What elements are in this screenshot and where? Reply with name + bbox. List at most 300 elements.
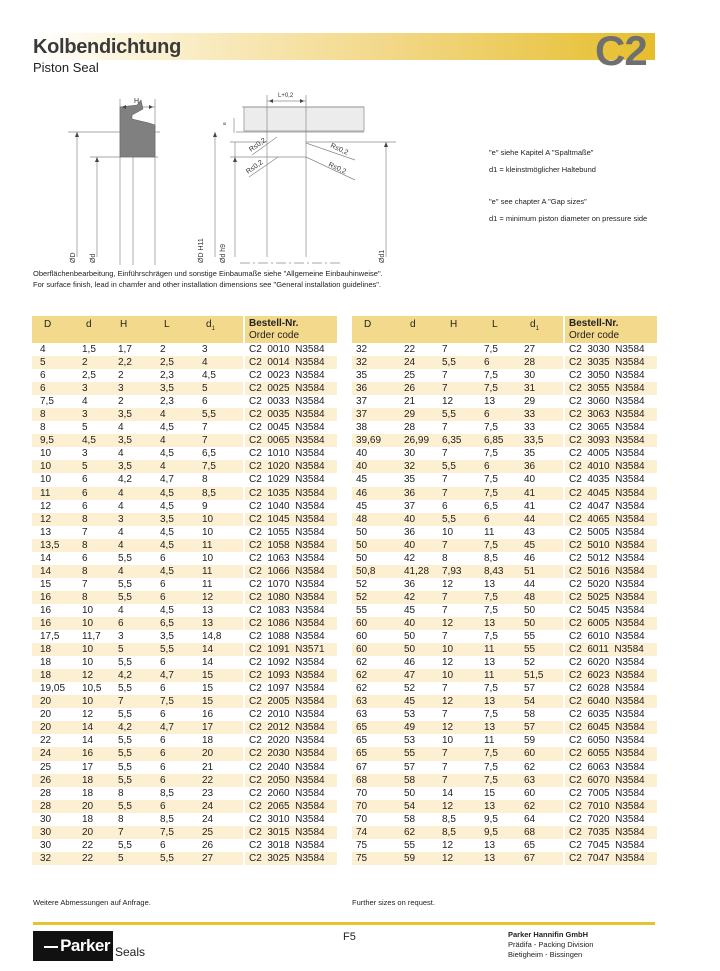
table-row xyxy=(352,500,657,513)
table-row xyxy=(352,356,657,369)
cell-L: 6 xyxy=(484,513,490,525)
footer-divider xyxy=(33,922,655,925)
cell-H: 7 xyxy=(442,774,448,786)
cell-L: 13 xyxy=(484,839,496,851)
cell-H: 7 xyxy=(442,761,448,773)
table-row xyxy=(32,643,337,656)
table-row xyxy=(32,382,337,395)
table-row xyxy=(352,591,657,604)
cell-D: 74 xyxy=(356,826,368,838)
table-row xyxy=(352,408,657,421)
cell-d1: 7 xyxy=(202,435,208,447)
cell-order-code: C2 0035 N3584 xyxy=(245,408,337,421)
cell-d1: 40 xyxy=(524,474,536,486)
cell-L: 11 xyxy=(484,526,495,538)
cell-d1: 15 xyxy=(202,683,214,695)
col-header-D: D xyxy=(364,319,372,330)
cell-H: 2 xyxy=(118,396,124,408)
cell-D: 20 xyxy=(40,709,52,721)
cell-D: 6 xyxy=(40,370,46,382)
cell-d: 10 xyxy=(82,696,94,708)
table-row xyxy=(352,513,657,526)
company-name: Parker Hannifin GmbH xyxy=(508,930,589,939)
cell-D: 24 xyxy=(40,748,52,760)
cell-L: 7,5 xyxy=(484,591,498,603)
cell-order-code: C2 2010 N3584 xyxy=(249,709,325,721)
cell-D: 52 xyxy=(356,591,368,603)
cell-H: 10 xyxy=(442,644,454,656)
cell-order-code: C2 6005 N3584 xyxy=(565,617,657,630)
cell-H: 7 xyxy=(442,344,448,355)
cell-order-code: C2 2020 N3584 xyxy=(249,735,325,747)
table-row xyxy=(352,526,657,539)
cell-H: 4 xyxy=(118,565,124,577)
cell-order-code: C2 0045 N3584 xyxy=(249,422,325,434)
cell-D: 67 xyxy=(356,761,368,773)
cell-L: 4,5 xyxy=(160,565,174,577)
cell-D: 14 xyxy=(40,552,52,564)
cell-H: 7 xyxy=(442,631,448,643)
cell-D: 30 xyxy=(40,839,52,851)
cell-H: 4,2 xyxy=(118,670,132,682)
cell-order-code: C2 6063 N3584 xyxy=(569,761,645,773)
cell-L: 7,5 xyxy=(484,709,498,721)
cell-D: 16 xyxy=(40,617,52,629)
cell-D: 10 xyxy=(40,448,52,460)
cell-D: 8 xyxy=(40,409,46,421)
cell-L: 5,5 xyxy=(160,852,174,864)
cell-order-code: C2 3050 N3584 xyxy=(569,370,645,382)
cell-L: 13 xyxy=(484,696,496,708)
cell-d: 2,5 xyxy=(82,370,96,382)
cell-order-code: C2 3010 N3584 xyxy=(249,813,325,825)
cell-H: 5,5 xyxy=(118,591,132,603)
cell-order-code: C2 4010 N3584 xyxy=(565,460,657,473)
cell-d: 10 xyxy=(82,644,94,656)
cell-order-code: C2 3093 N3584 xyxy=(565,434,657,447)
cell-H: 5,5 xyxy=(118,578,132,590)
cell-d1: 15 xyxy=(202,670,214,682)
table-row xyxy=(32,669,337,682)
col-header-H: H xyxy=(450,319,458,330)
cell-D: 35 xyxy=(356,370,368,382)
cell-L: 11 xyxy=(484,670,495,682)
cell-D: 37 xyxy=(356,409,368,421)
cell-order-code: C2 1083 N3584 xyxy=(249,604,325,616)
cell-d: 45 xyxy=(404,696,416,708)
cell-H: 3,5 xyxy=(118,409,132,421)
cell-H: 8 xyxy=(118,787,124,799)
cell-d1: 33 xyxy=(524,409,536,421)
table-row xyxy=(32,343,337,356)
cell-L: 6 xyxy=(160,800,166,812)
dimension-table-left xyxy=(32,316,337,865)
cell-d1: 26 xyxy=(202,839,214,851)
cell-D: 75 xyxy=(356,839,368,851)
cell-order-code: C2 6010 N3584 xyxy=(569,631,645,643)
table-row xyxy=(32,408,337,421)
table-row xyxy=(32,787,337,800)
cell-order-code: C2 2060 N3584 xyxy=(249,787,325,799)
cell-L: 11 xyxy=(484,644,495,656)
col-header-d1: $d_1$ xyxy=(530,319,539,332)
cell-d1: 46 xyxy=(524,552,536,564)
cell-d1: 16 xyxy=(202,709,214,721)
cell-order-code: C2 7020 N3584 xyxy=(569,813,645,825)
cell-order-code: C2 3065 N3584 xyxy=(569,422,645,434)
cell-H: 12 xyxy=(442,722,454,734)
cell-D: 46 xyxy=(356,487,368,499)
table-row xyxy=(32,356,337,369)
cell-H: 5,5 xyxy=(442,357,456,369)
cell-order-code: C2 1093 N3584 xyxy=(245,669,337,682)
cell-d: 49 xyxy=(404,722,416,734)
cell-H: 3 xyxy=(118,631,124,643)
cell-order-code: C2 3035 N3584 xyxy=(565,356,657,369)
parker-logo-mark: Parker xyxy=(33,931,113,961)
cell-d: 45 xyxy=(404,604,416,616)
cell-H: 5,5 xyxy=(118,774,132,786)
cell-H: 7 xyxy=(442,370,448,382)
cell-d1: 57 xyxy=(524,683,536,695)
table-row xyxy=(32,852,337,865)
table-row xyxy=(32,591,337,604)
cell-d: 8 xyxy=(82,513,88,525)
cell-H: 12 xyxy=(442,657,454,669)
cell-D: 8 xyxy=(40,422,46,434)
cell-L: 13 xyxy=(484,722,496,734)
cell-d1: 48 xyxy=(524,591,536,603)
table-row xyxy=(352,656,657,669)
cell-order-code: C2 5025 N3584 xyxy=(565,591,657,604)
cell-d: 50 xyxy=(404,787,416,799)
cell-order-code: C2 1058 N3584 xyxy=(245,539,337,552)
cell-D: 7,5 xyxy=(40,396,54,408)
cell-D: 70 xyxy=(356,813,368,825)
cell-d: 26,99 xyxy=(404,435,430,447)
table-row xyxy=(32,369,337,382)
cell-L: 7,5 xyxy=(484,683,498,695)
table-row xyxy=(32,539,337,552)
cell-d1: 54 xyxy=(524,696,536,708)
cell-L: 7,5 xyxy=(484,383,498,395)
table-header xyxy=(352,316,657,343)
cell-L: 7,5 xyxy=(484,344,498,355)
cell-order-code: C2 2030 N3584 xyxy=(245,747,337,760)
table-row xyxy=(352,839,657,852)
cell-d1: 11 xyxy=(202,565,213,577)
cell-D: 65 xyxy=(356,722,368,734)
cell-d1: 60 xyxy=(524,787,536,799)
cell-H: 7 xyxy=(118,696,124,708)
table-row xyxy=(352,630,657,643)
cell-order-code: C2 1040 N3584 xyxy=(249,500,325,512)
cell-L: 7,5 xyxy=(484,748,498,760)
cell-order-code: C2 6050 N3584 xyxy=(569,735,645,747)
svg-text:Ød h9: Ød h9 xyxy=(220,243,227,263)
cell-d: 12 xyxy=(82,709,94,721)
cell-H: 4 xyxy=(118,500,124,512)
cell-L: 3,5 xyxy=(160,631,174,643)
page-title: Kolbendichtung xyxy=(33,36,181,58)
cell-D: 18 xyxy=(40,670,52,682)
cell-d: 58 xyxy=(404,813,416,825)
cell-d1: 20 xyxy=(202,748,214,760)
cell-d: 46 xyxy=(404,657,416,669)
cell-L: 2,5 xyxy=(160,357,174,369)
cell-d1: 3 xyxy=(202,344,208,355)
cell-d: 3 xyxy=(82,409,88,421)
cell-d1: 10 xyxy=(202,552,214,564)
cell-d: 35 xyxy=(404,474,416,486)
cell-H: 12 xyxy=(442,396,454,408)
cell-d: 36 xyxy=(404,487,416,499)
cell-order-code: C2 7005 N3584 xyxy=(569,787,645,799)
cell-D: 32 xyxy=(356,357,368,369)
cell-d: 6 xyxy=(82,552,88,564)
cell-order-code: C2 1088 N3584 xyxy=(249,631,325,643)
cell-H: 8 xyxy=(442,552,448,564)
cell-order-code: C2 3055 N3584 xyxy=(565,382,657,395)
table-row xyxy=(352,578,657,591)
cell-H: 12 xyxy=(442,839,454,851)
cell-d1: 6,5 xyxy=(202,448,216,460)
cell-d: 30 xyxy=(404,448,416,460)
cell-d: 53 xyxy=(404,735,416,747)
cell-L: 3,5 xyxy=(160,513,174,525)
cell-order-code: C2 3015 N3584 xyxy=(245,826,337,839)
cell-d1: 57 xyxy=(524,722,536,734)
cell-order-code: C2 1091 N3571 xyxy=(245,643,337,656)
cell-order-code: C2 2012 N3584 xyxy=(245,721,337,734)
cell-L: 3,5 xyxy=(160,383,174,395)
cell-L: 7,5 xyxy=(484,604,498,616)
cell-order-code: C2 3025 N3584 xyxy=(245,852,337,865)
cell-d: 10 xyxy=(82,617,94,629)
cell-d1: 31 xyxy=(524,383,536,395)
table-row xyxy=(32,617,337,630)
cell-L: 6 xyxy=(160,591,166,603)
svg-text:Ød1: Ød1 xyxy=(379,249,386,263)
cell-D: 12 xyxy=(40,500,52,512)
cell-d1: 18 xyxy=(202,735,214,747)
cell-order-code: C2 1080 N3584 xyxy=(245,591,337,604)
cell-d: 24 xyxy=(404,357,416,369)
cell-D: 55 xyxy=(356,604,368,616)
cell-L: 13 xyxy=(484,617,496,629)
cell-L: 6 xyxy=(160,683,166,695)
cell-d: 5 xyxy=(82,461,88,473)
cell-order-code: C2 5016 N3584 xyxy=(565,565,657,578)
cell-d1: 59 xyxy=(524,735,536,747)
table-row xyxy=(352,539,657,552)
cell-L: 6 xyxy=(160,748,166,760)
svg-text:ØD: ØD xyxy=(70,252,77,263)
table-row xyxy=(352,434,657,447)
cell-H: 5,5 xyxy=(118,683,132,695)
cell-d: 12 xyxy=(82,670,94,682)
cell-L: 4,5 xyxy=(160,487,174,499)
cell-order-code: C2 6035 N3584 xyxy=(569,709,645,721)
table-row xyxy=(352,421,657,434)
table-row xyxy=(32,513,337,526)
cell-d: 54 xyxy=(404,800,416,812)
col-header-order-code: Bestell-Nr. Order code xyxy=(245,316,337,343)
cell-d1: 11 xyxy=(202,578,213,590)
cell-d1: 9 xyxy=(202,500,208,512)
cell-D: 17,5 xyxy=(40,631,60,643)
cell-d: 7 xyxy=(82,578,88,590)
table-row xyxy=(352,395,657,408)
cell-d: 2 xyxy=(82,357,88,369)
cell-L: 6 xyxy=(160,761,166,773)
cell-L: 8,5 xyxy=(160,787,174,799)
svg-text:R≤0,2: R≤0,2 xyxy=(245,159,265,176)
cell-order-code: C2 2065 N3584 xyxy=(245,800,337,813)
cell-order-code: C2 5045 N3584 xyxy=(569,604,645,616)
cell-d1: 7,5 xyxy=(202,461,216,473)
cell-D: 60 xyxy=(356,617,368,629)
cell-H: 14 xyxy=(442,787,454,799)
table-row xyxy=(32,421,337,434)
cell-H: 7 xyxy=(442,539,448,551)
cell-H: 4 xyxy=(118,487,124,499)
cell-D: 65 xyxy=(356,748,368,760)
cell-D: 13 xyxy=(40,526,52,538)
note-de-gap: "e" siehe Kapitel A "Spaltmaße" xyxy=(489,148,594,157)
cell-d1: 27 xyxy=(202,852,214,864)
cell-H: 7 xyxy=(442,383,448,395)
cell-d: 8 xyxy=(82,591,88,603)
table-row xyxy=(32,761,337,774)
table-row xyxy=(352,774,657,787)
cell-d1: 8,5 xyxy=(202,487,216,499)
table-row xyxy=(32,500,337,513)
cell-d: 3 xyxy=(82,383,88,395)
drawing-notes xyxy=(489,148,665,231)
cell-d: 6 xyxy=(82,474,88,486)
cell-L: 4,5 xyxy=(160,422,174,434)
further-sizes-en: Further sizes on request. xyxy=(352,898,435,907)
table-row xyxy=(32,721,337,734)
table-row xyxy=(352,604,657,617)
cell-d1: 24 xyxy=(202,800,214,812)
cell-d: 18 xyxy=(82,774,94,786)
cell-order-code: C2 0025 N3584 xyxy=(245,382,337,395)
cell-D: 52 xyxy=(356,578,368,590)
svg-text:R≤0,2: R≤0,2 xyxy=(329,142,350,157)
cell-order-code: C2 0065 N3584 xyxy=(245,434,337,447)
cell-order-code: C2 5005 N3584 xyxy=(569,526,645,538)
cell-D: 28 xyxy=(40,787,52,799)
cell-d: 50 xyxy=(404,644,416,656)
cell-d1: 22 xyxy=(202,774,214,786)
cell-D: 60 xyxy=(356,631,368,643)
cell-D: 20 xyxy=(40,696,52,708)
cell-order-code: C2 3063 N3584 xyxy=(565,408,657,421)
cell-d1: 29 xyxy=(524,396,536,408)
cell-L: 7,5 xyxy=(484,487,498,499)
cell-order-code: C2 1020 N3584 xyxy=(245,460,337,473)
cell-d1: 10 xyxy=(202,526,214,538)
cell-d: 5 xyxy=(82,422,88,434)
cell-order-code: C2 4065 N3584 xyxy=(565,513,657,526)
cell-H: 3 xyxy=(118,513,124,525)
col-header-L: L xyxy=(164,319,170,330)
cell-H: 5,5 xyxy=(118,761,132,773)
col-header-D: D xyxy=(44,319,52,330)
cell-d: 47 xyxy=(404,670,416,682)
table-row xyxy=(352,382,657,395)
cell-H: 2,2 xyxy=(118,357,132,369)
cell-D: 5 xyxy=(40,357,46,369)
cell-order-code: C2 4035 N3584 xyxy=(569,474,645,486)
table-row xyxy=(352,617,657,630)
cell-order-code: C2 7010 N3584 xyxy=(565,800,657,813)
cell-d: 1,5 xyxy=(82,344,96,355)
cell-L: 13 xyxy=(484,852,496,864)
table-row xyxy=(32,565,337,578)
table-row xyxy=(352,369,657,382)
cell-L: 13 xyxy=(484,657,496,669)
cell-order-code: C2 5012 N3584 xyxy=(569,552,645,564)
cell-D: 32 xyxy=(356,344,368,355)
cell-D: 40 xyxy=(356,448,368,460)
cell-D: 14 xyxy=(40,565,52,577)
cell-D: 11 xyxy=(40,487,51,499)
table-body xyxy=(32,343,337,865)
cell-d1: 36 xyxy=(524,461,536,473)
cell-d1: 64 xyxy=(524,813,536,825)
further-sizes-de: Weitere Abmessungen auf Anfrage. xyxy=(33,898,151,907)
cell-d1: 67 xyxy=(524,852,536,864)
table-row xyxy=(352,800,657,813)
cell-order-code: C2 3060 N3584 xyxy=(569,396,645,408)
cell-L: 13 xyxy=(484,578,496,590)
table-row xyxy=(32,774,337,787)
company-info xyxy=(508,930,593,960)
cell-H: 7 xyxy=(442,474,448,486)
cell-H: 4 xyxy=(118,526,124,538)
cell-order-code: C2 6040 N3584 xyxy=(565,695,657,708)
cell-L: 6 xyxy=(160,774,166,786)
cell-d: 8 xyxy=(82,539,88,551)
cell-d: 57 xyxy=(404,761,416,773)
cell-H: 12 xyxy=(442,696,454,708)
cell-L: 4,5 xyxy=(160,604,174,616)
installation-note-en: For surface finish, lead in chamfer and other installation dimensions see "General installation guidelines". xyxy=(33,279,382,289)
cell-order-code: C2 1070 N3584 xyxy=(249,578,325,590)
parker-logo-suffix: Seals xyxy=(115,945,146,959)
cell-d1: 17 xyxy=(202,722,214,734)
cell-d1: 65 xyxy=(524,839,536,851)
cell-L: 6 xyxy=(484,461,490,473)
cell-order-code: C2 7045 N3584 xyxy=(569,839,645,851)
cell-D: 50 xyxy=(356,552,368,564)
cell-d: 14 xyxy=(82,722,94,734)
cell-order-code: C2 4045 N3584 xyxy=(565,487,657,500)
cell-L: 11 xyxy=(484,735,495,747)
table-header xyxy=(32,316,337,343)
cell-d1: 15 xyxy=(202,696,214,708)
cell-d1: 21 xyxy=(202,761,214,773)
cell-L: 4,7 xyxy=(160,722,174,734)
cell-d1: 58 xyxy=(524,709,536,721)
cell-order-code: C2 0010 N3584 xyxy=(249,344,325,355)
table-row xyxy=(352,787,657,800)
cell-D: 28 xyxy=(40,800,52,812)
cell-L: 9,5 xyxy=(484,826,498,838)
